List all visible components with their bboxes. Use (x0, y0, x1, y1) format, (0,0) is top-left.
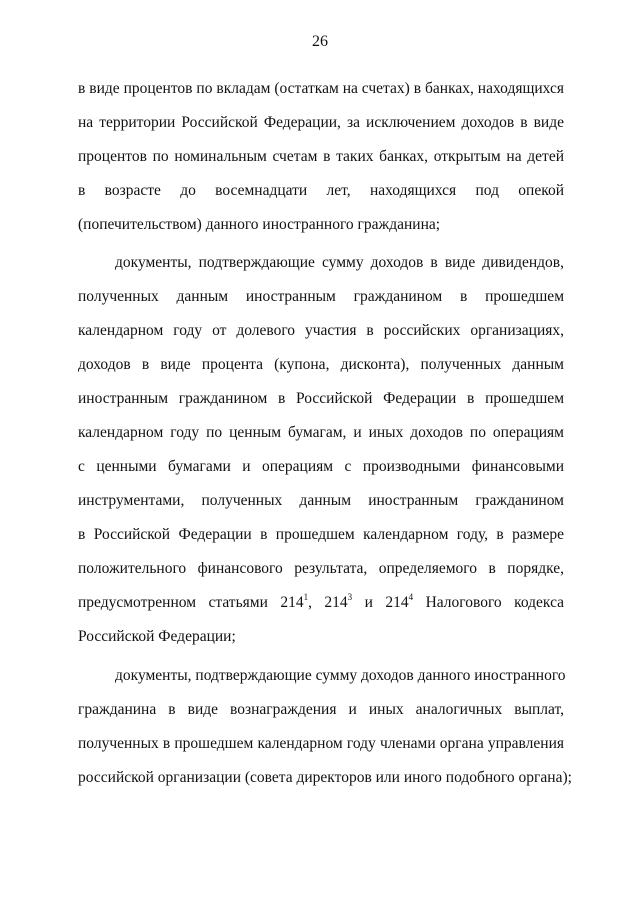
paragraph-3-line-4: российской организации (совета директоров или иного подобного органа); (78, 769, 572, 786)
paragraph-2-line-5: иностранным гражданином в Российской Федерации в прошедшем (78, 390, 564, 407)
paragraph-2-line-3: календарном году от долевого участия в российских организациях, (78, 322, 564, 339)
paragraph-2-line-1: документы, подтверждающие сумму доходов в виде дивидендов, (115, 254, 564, 271)
article-214-1: $214^1$, (280, 592, 312, 611)
paragraph-2-line-2: полученных данным иностранным гражданином в прошедшем (78, 288, 564, 305)
paragraph-2-line-8: инструментами, полученных данным иностранным гражданином (78, 492, 564, 509)
paragraph-3-line-1: документы, подтверждающие сумму доходов данного иностранного (115, 667, 566, 684)
page-number: 26 (312, 33, 328, 50)
paragraph-2-line-4: доходов в виде процента (купона, дисконта), полученных данным (78, 356, 564, 373)
paragraph-2-line-10: положительного финансового результата, определяемого в порядке, (78, 560, 564, 577)
paragraph-2-last-line: Российской Федерации; (78, 628, 236, 645)
paragraph-2-line-9: в Российской Федерации в прошедшем календарном году, в размере (78, 526, 564, 543)
paragraph-3-line-2: гражданина в виде вознаграждения и иных аналогичных выплат, (78, 701, 564, 718)
paragraph-2-articles-line (78, 593, 564, 613)
paragraph-3-line-3: полученных в прошедшем календарном году членами органа управления (78, 735, 564, 752)
paragraph-2-line-6: календарном году по ценным бумагам, и иных доходов по операциям (78, 424, 564, 441)
articles-suffix: Налогового кодекса (425, 594, 565, 611)
paragraph-1-line-3: процентов по номинальным счетам в таких банках, открытым на детей (78, 148, 564, 165)
paragraph-1-line-5: (попечительством) данного иностранного гражданина; (78, 216, 441, 233)
article-214-3: $214^3$ (324, 592, 353, 611)
paragraph-2-line-7: с ценными бумагами и операциям с производными финансовыми (78, 458, 564, 475)
paragraph-1-line-4: в возрасте до восемнадцати лет, находящихся под опекой (78, 182, 564, 199)
article-214-4: $214^4$ (385, 592, 414, 611)
paragraph-1-line-2: на территории Российской Федерации, за исключением доходов в виде (78, 114, 564, 131)
articles-prefix: предусмотренном статьями (78, 594, 268, 611)
articles-conjunction: и (364, 594, 373, 611)
paragraph-1-line-1: в виде процентов по вкладам (остаткам на счетах) в банках, находящихся (78, 80, 564, 97)
